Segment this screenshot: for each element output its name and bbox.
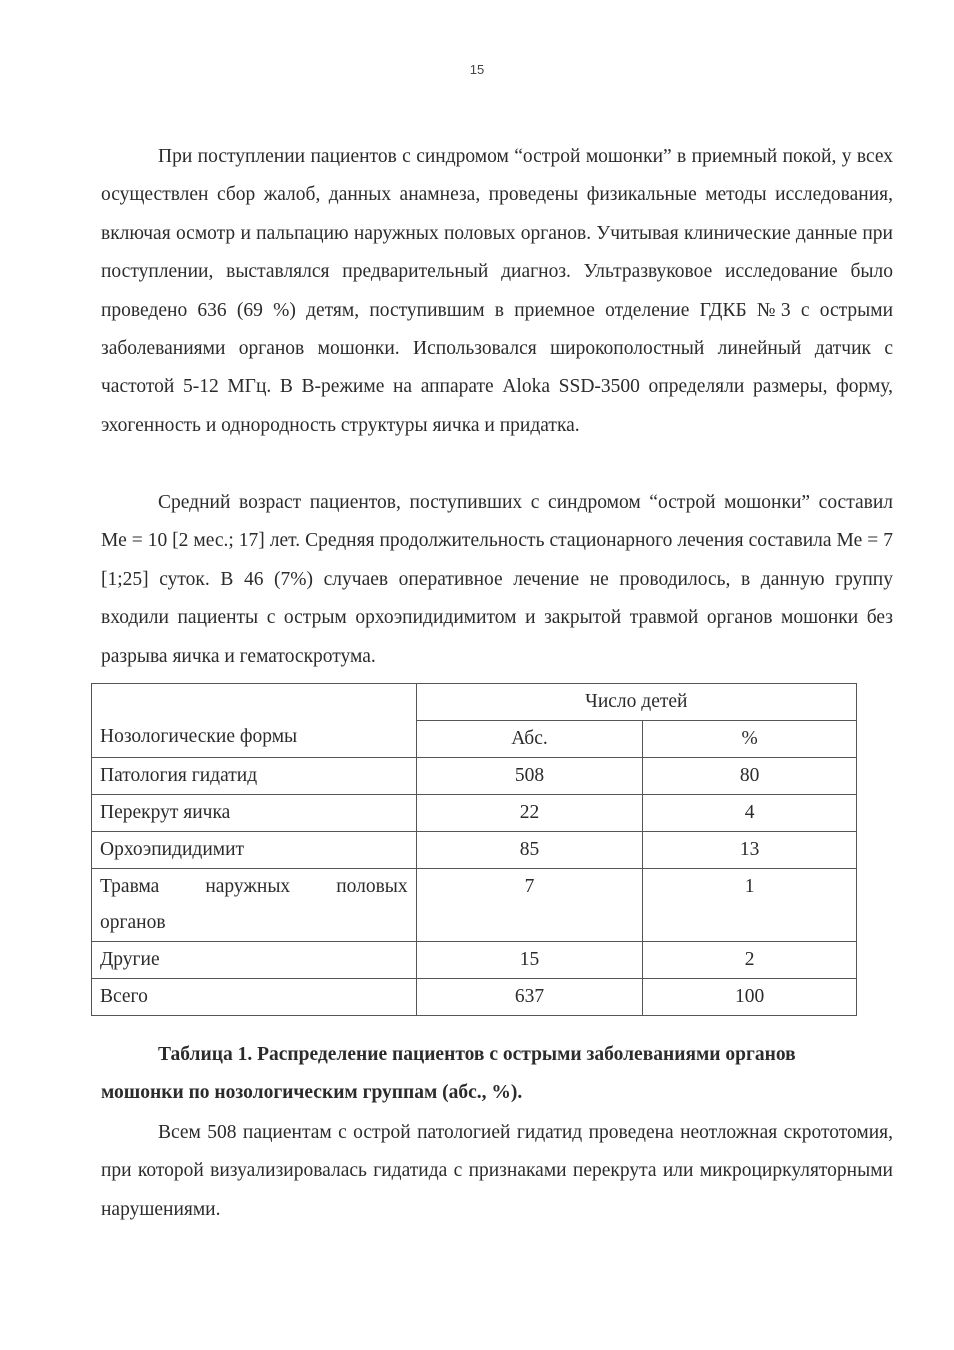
- row-name-line: органов: [100, 912, 166, 933]
- table-header-row: [92, 684, 857, 721]
- row-percent: 1: [643, 869, 857, 942]
- row-percent: 100: [643, 979, 857, 1016]
- row-name: Перекрут яичка: [92, 795, 417, 832]
- paragraph-text: При поступлении пациентов с синдромом “острой мошонки” в приемный покой, у всех осуществлен сбор жалоб, данных анамнеза, проведены физикальные методы исследования, включая осмотр и пальпацию наружных половых органов. Учитывая клинические данные при поступлении, выставлялся предварительный диагноз. Ультразвуковое исследование было проведено 636 (69 %) детям, поступившим в приемное отделение ГДКБ №3 с острыми заболеваниями органов мошонки. Использовался широкополостный линейный датчик с частотой 5-12 МГц. В В-режиме на аппарате Aloka SSD-3500 определяли размеры, форму, эхогенность и однородность структуры яичка и придатка.: [101, 146, 893, 436]
- table-row-total: [92, 979, 857, 1016]
- header-abs: Абс.: [416, 721, 643, 758]
- row-name-multiline: [92, 869, 417, 942]
- table-caption: [101, 1036, 893, 1113]
- row-name: Патология гидатид: [92, 758, 417, 795]
- row-abs: 22: [416, 795, 643, 832]
- paragraph-text: Средний возраст пациентов, поступивших с синдромом “острой мошонки” составил Ме = 10 [2 мес.; 17] лет. Средняя продолжительность стационарного лечения составила Ме = 7 [1;25] суток. В 46 (7%) случаев оперативное лечение не проводилось, в данную группу входили пациенты с острым орхоэпидидимитом и закрытой травмой органов мошонки без разрыва яичка и гематоскротума.: [101, 492, 893, 667]
- table-row: [92, 758, 857, 795]
- row-percent: 2: [643, 942, 857, 979]
- row-percent: 4: [643, 795, 857, 832]
- row-abs: 637: [416, 979, 643, 1016]
- header-children-count: Число детей: [416, 684, 856, 721]
- page-number: 15: [469, 62, 485, 77]
- header-percent: %: [643, 721, 857, 758]
- row-percent: 80: [643, 758, 857, 795]
- row-name: Орхоэпидидимит: [92, 832, 417, 869]
- row-name-line: Травма наружных половых: [100, 876, 408, 897]
- paragraph-ultrasound: [101, 138, 893, 445]
- row-abs: 15: [416, 942, 643, 979]
- paragraph-text: Всем 508 пациентам с острой патологией гидатид проведена неотложная скрототомия, при которой визуализировалась гидатида с признаками перекрута или микроциркуляторными нарушениями.: [101, 1122, 893, 1220]
- row-name: Всего: [92, 979, 417, 1016]
- row-abs: 508: [416, 758, 643, 795]
- table-row: [92, 795, 857, 832]
- nosology-table: [91, 683, 857, 1016]
- header-nosology: Нозологические формы: [92, 684, 417, 758]
- paragraph-age: [101, 484, 893, 676]
- paragraph-scrototomy: [101, 1114, 893, 1229]
- table-row: [92, 832, 857, 869]
- caption-line: мошонки по нозологическим группам (абс., %).: [101, 1082, 523, 1104]
- table-row: [92, 869, 857, 942]
- row-abs: 7: [416, 869, 643, 942]
- row-percent: 13: [643, 832, 857, 869]
- row-abs: 85: [416, 832, 643, 869]
- caption-line: Таблица 1. Распределение пациентов с острыми заболеваниями органов: [158, 1044, 796, 1065]
- table-row: [92, 942, 857, 979]
- row-name: Другие: [92, 942, 417, 979]
